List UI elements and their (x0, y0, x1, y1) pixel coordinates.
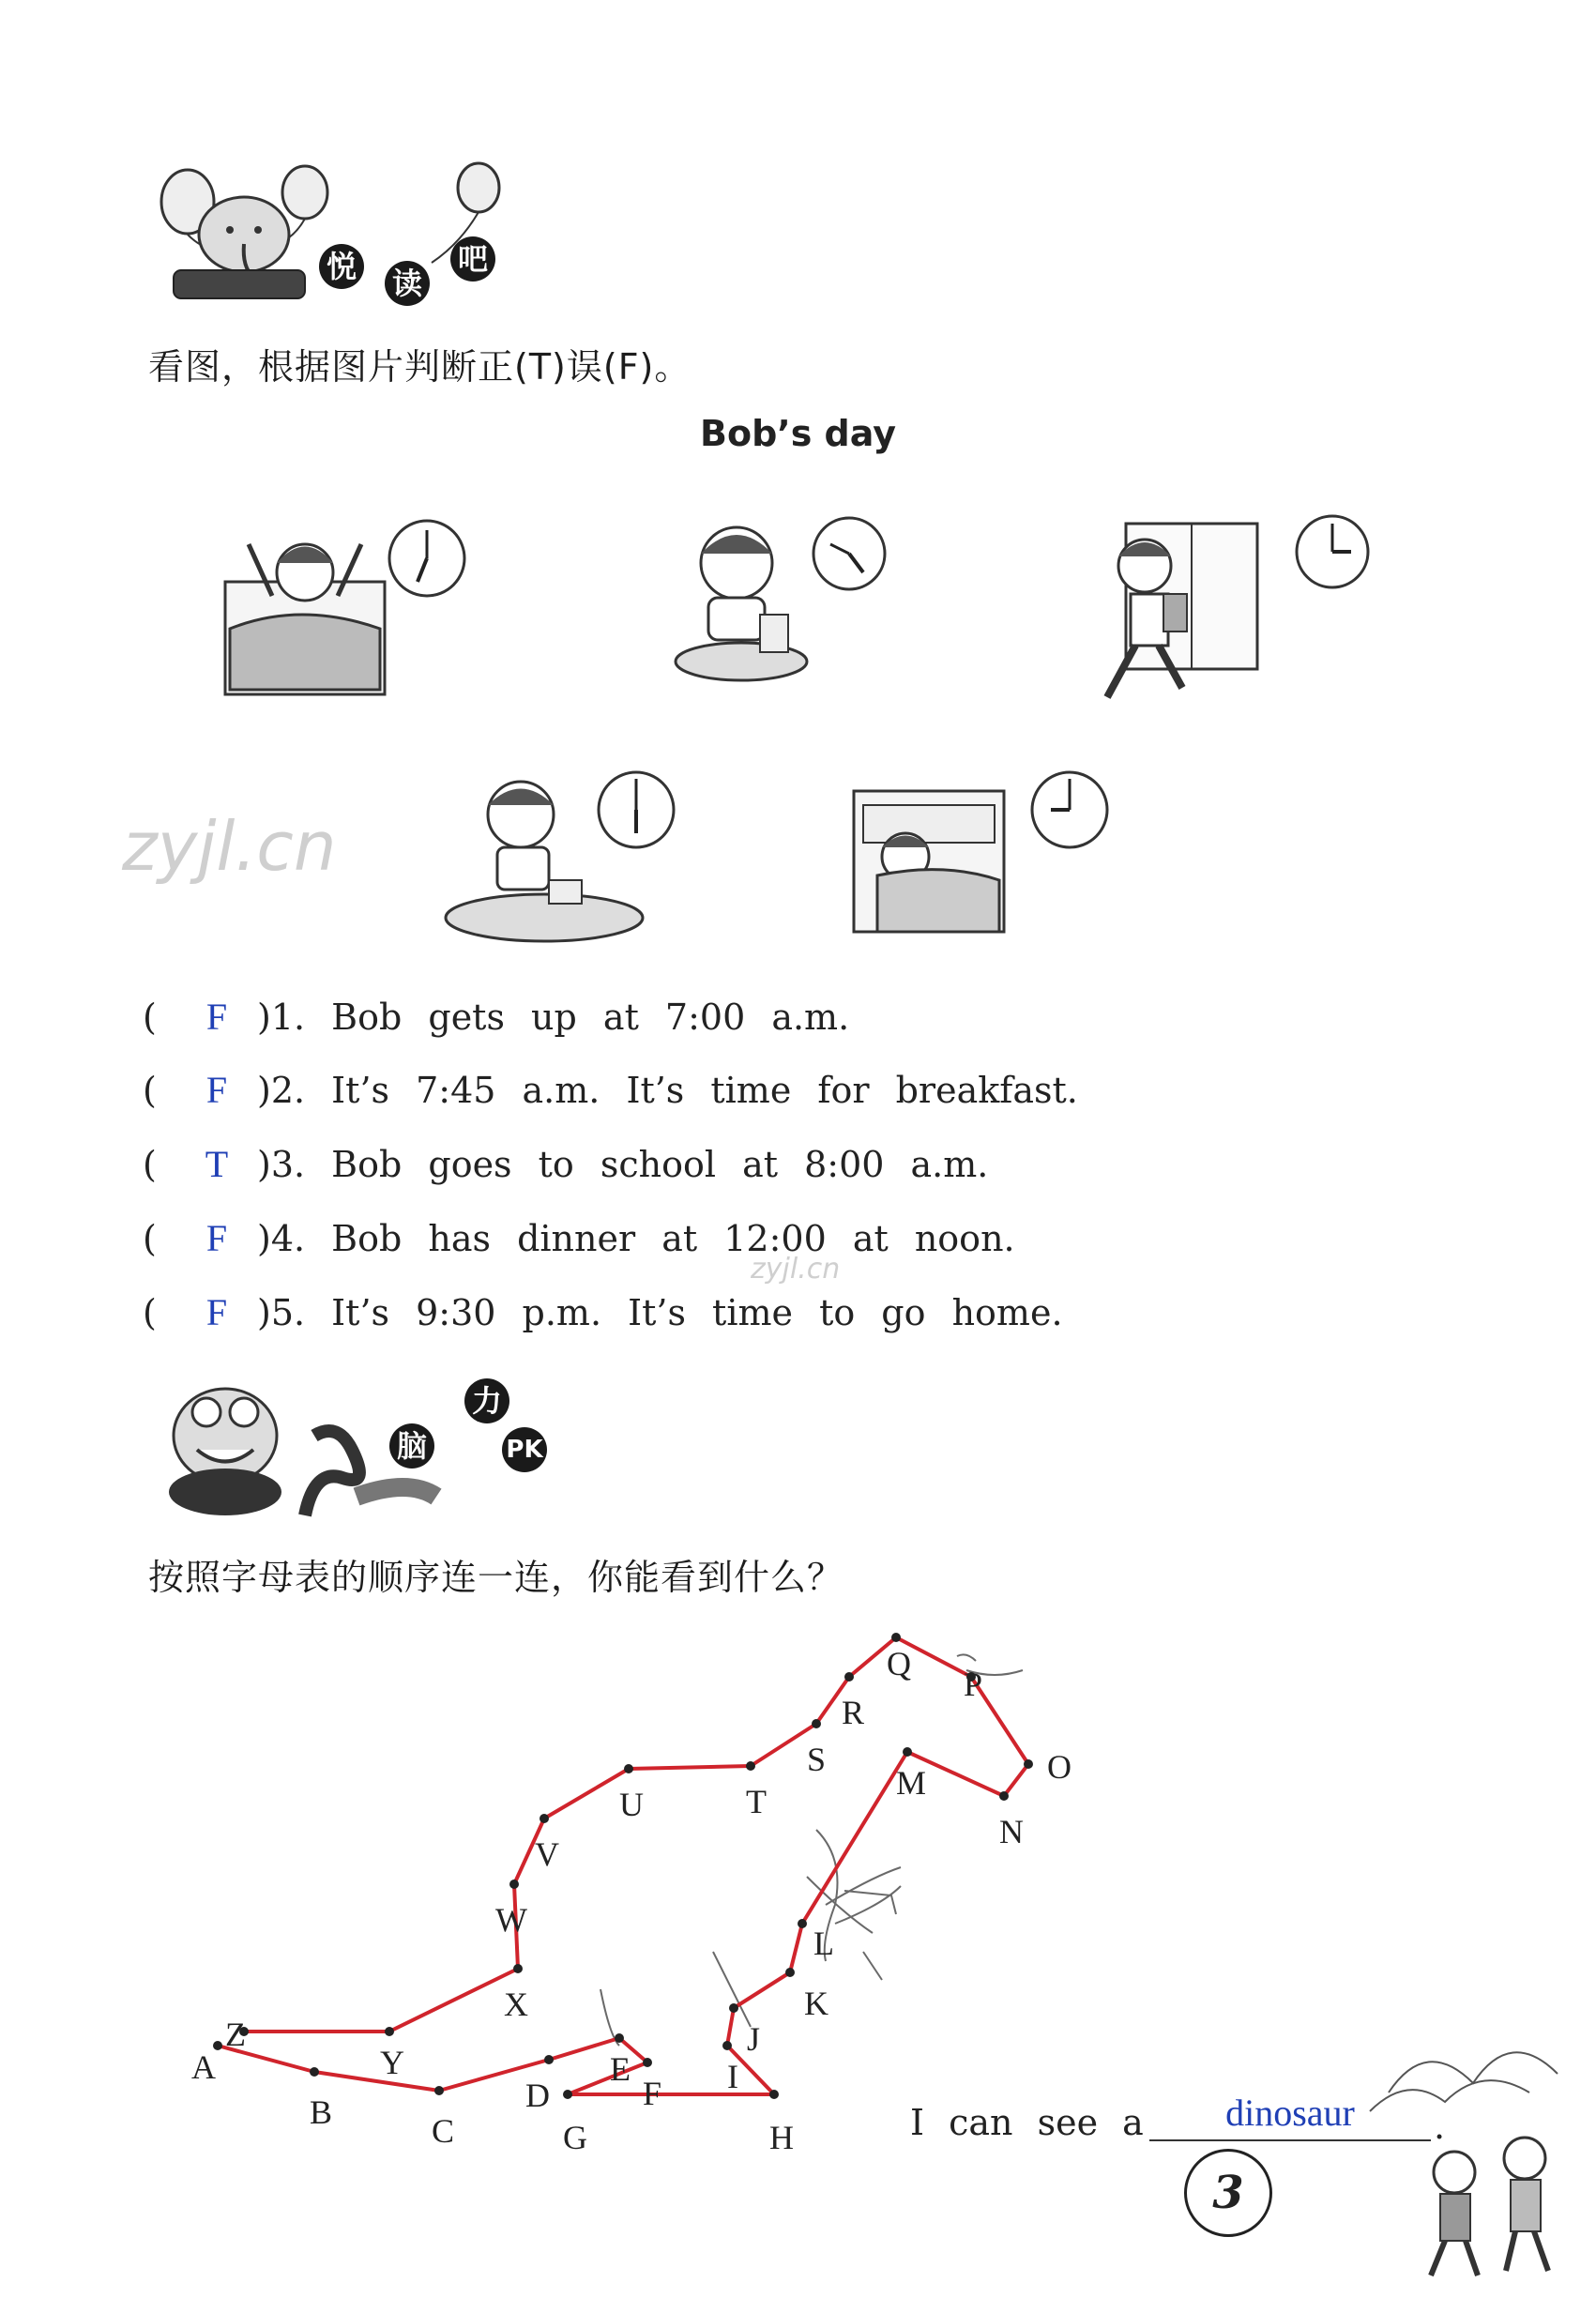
dot-v (540, 1814, 549, 1823)
dot-label-c: C (432, 2112, 455, 2150)
dot-g (563, 2090, 572, 2099)
dot-u (624, 1764, 633, 1773)
dot-label-f: F (643, 2075, 662, 2112)
dot-label-r: R (842, 1694, 865, 1731)
heading-char: 力 (464, 1378, 509, 1423)
dot-label-d: D (525, 2077, 550, 2114)
question-text: )5. It’s 9:30 p.m. It’s time to go home. (257, 1292, 1063, 1333)
answer-mark: F (205, 996, 228, 1038)
reading-instruction: 看图，根据图片判断正(T)误(F)。 (148, 346, 692, 388)
dot-label-v: V (535, 1835, 559, 1873)
dot-d (544, 2055, 554, 2064)
brain-instruction: 按照字母表的顺序连一连，你能看到什么？ (148, 1557, 844, 1598)
question-row: ( F )4. Bob has dinner at 12:00 at noon. (143, 1217, 1015, 1259)
dot-label-z: Z (225, 2016, 246, 2053)
answer-mark: F (205, 1069, 228, 1111)
question-row: ( F )1. Bob gets up at 7:00 a.m. (143, 996, 850, 1038)
dot-t (746, 1761, 755, 1771)
answer-mark: F (205, 1291, 228, 1333)
dot-label-b: B (310, 2093, 333, 2131)
heading-char: 吧 (450, 236, 495, 282)
dot-label-x: X (504, 1986, 528, 2023)
dot-label-h: H (769, 2119, 794, 2156)
dot-q (891, 1633, 901, 1642)
dot-label-n: N (999, 1813, 1024, 1850)
final-sentence: I can see a (910, 2102, 1144, 2143)
dot-label-a: A (191, 2048, 216, 2086)
watermark: zyjl.cn (122, 807, 337, 886)
dot-label-i: I (727, 2058, 738, 2095)
sentence-period: . (1434, 2106, 1446, 2147)
question-row: ( F )5. It’s 9:30 p.m. It’s time to go home. (143, 1291, 1063, 1333)
dot-y (385, 2027, 394, 2036)
dot-label-m: M (896, 1764, 927, 1802)
dot-r (844, 1672, 854, 1682)
answer-mark: T (205, 1143, 229, 1185)
dot-label-u: U (619, 1786, 644, 1823)
dot-o (1024, 1759, 1033, 1769)
dot-e (615, 2033, 624, 2043)
dot-label-p: P (964, 1666, 983, 1703)
dot-i (722, 2041, 732, 2050)
dot-j (729, 2003, 738, 2013)
dot-n (999, 1791, 1009, 1801)
answer-word: dinosaur (1225, 2092, 1355, 2134)
question-text: )2. It’s 7:45 a.m. It’s time for breakfast. (257, 1070, 1078, 1111)
dot-label-t: T (746, 1783, 767, 1820)
dot-b (310, 2067, 319, 2077)
kids-illustration (1351, 1999, 1586, 2280)
dot-label-o: O (1047, 1748, 1072, 1786)
dot-h (769, 2090, 779, 2099)
dot-label-q: Q (887, 1645, 911, 1682)
dot-label-w: W (495, 1901, 527, 1939)
dot-c (434, 2086, 444, 2095)
watermark: zyjl.cn (751, 1253, 841, 1286)
answer-mark: F (205, 1217, 228, 1259)
page-number: 3 (1184, 2149, 1272, 2237)
dot-l (798, 1919, 807, 1928)
heading-char: 悦 (319, 244, 364, 289)
story-title: Bob’s day (700, 413, 896, 454)
question-text: )3. Bob goes to school at 8:00 a.m. (257, 1144, 989, 1185)
dot-label-k: K (804, 1985, 828, 2022)
heading-char: 脑 (389, 1423, 434, 1469)
dot-label-y: Y (380, 2044, 404, 2081)
dot-label-e: E (610, 2050, 631, 2088)
question-row: ( F )2. It’s 7:45 a.m. It’s time for breakfast. (143, 1069, 1078, 1111)
heading-char: 读 (385, 261, 430, 306)
dot-k (785, 1968, 795, 1977)
question-text: )4. Bob has dinner at 12:00 at noon. (257, 1218, 1015, 1259)
dot-w (509, 1879, 519, 1889)
dot-label-g: G (563, 2119, 587, 2156)
dot-m (903, 1747, 912, 1757)
dot-label-l: L (813, 1925, 834, 1962)
question-text: )1. Bob gets up at 7:00 a.m. (257, 997, 850, 1038)
dot-label-s: S (807, 1741, 827, 1778)
dot-label-j: J (747, 2020, 761, 2058)
dot-f (643, 2058, 652, 2067)
question-row: ( T )3. Bob goes to school at 8:00 a.m. (143, 1143, 989, 1185)
dot-s (812, 1719, 821, 1728)
heading-char: PK (502, 1427, 547, 1472)
dot-x (513, 1964, 523, 1973)
